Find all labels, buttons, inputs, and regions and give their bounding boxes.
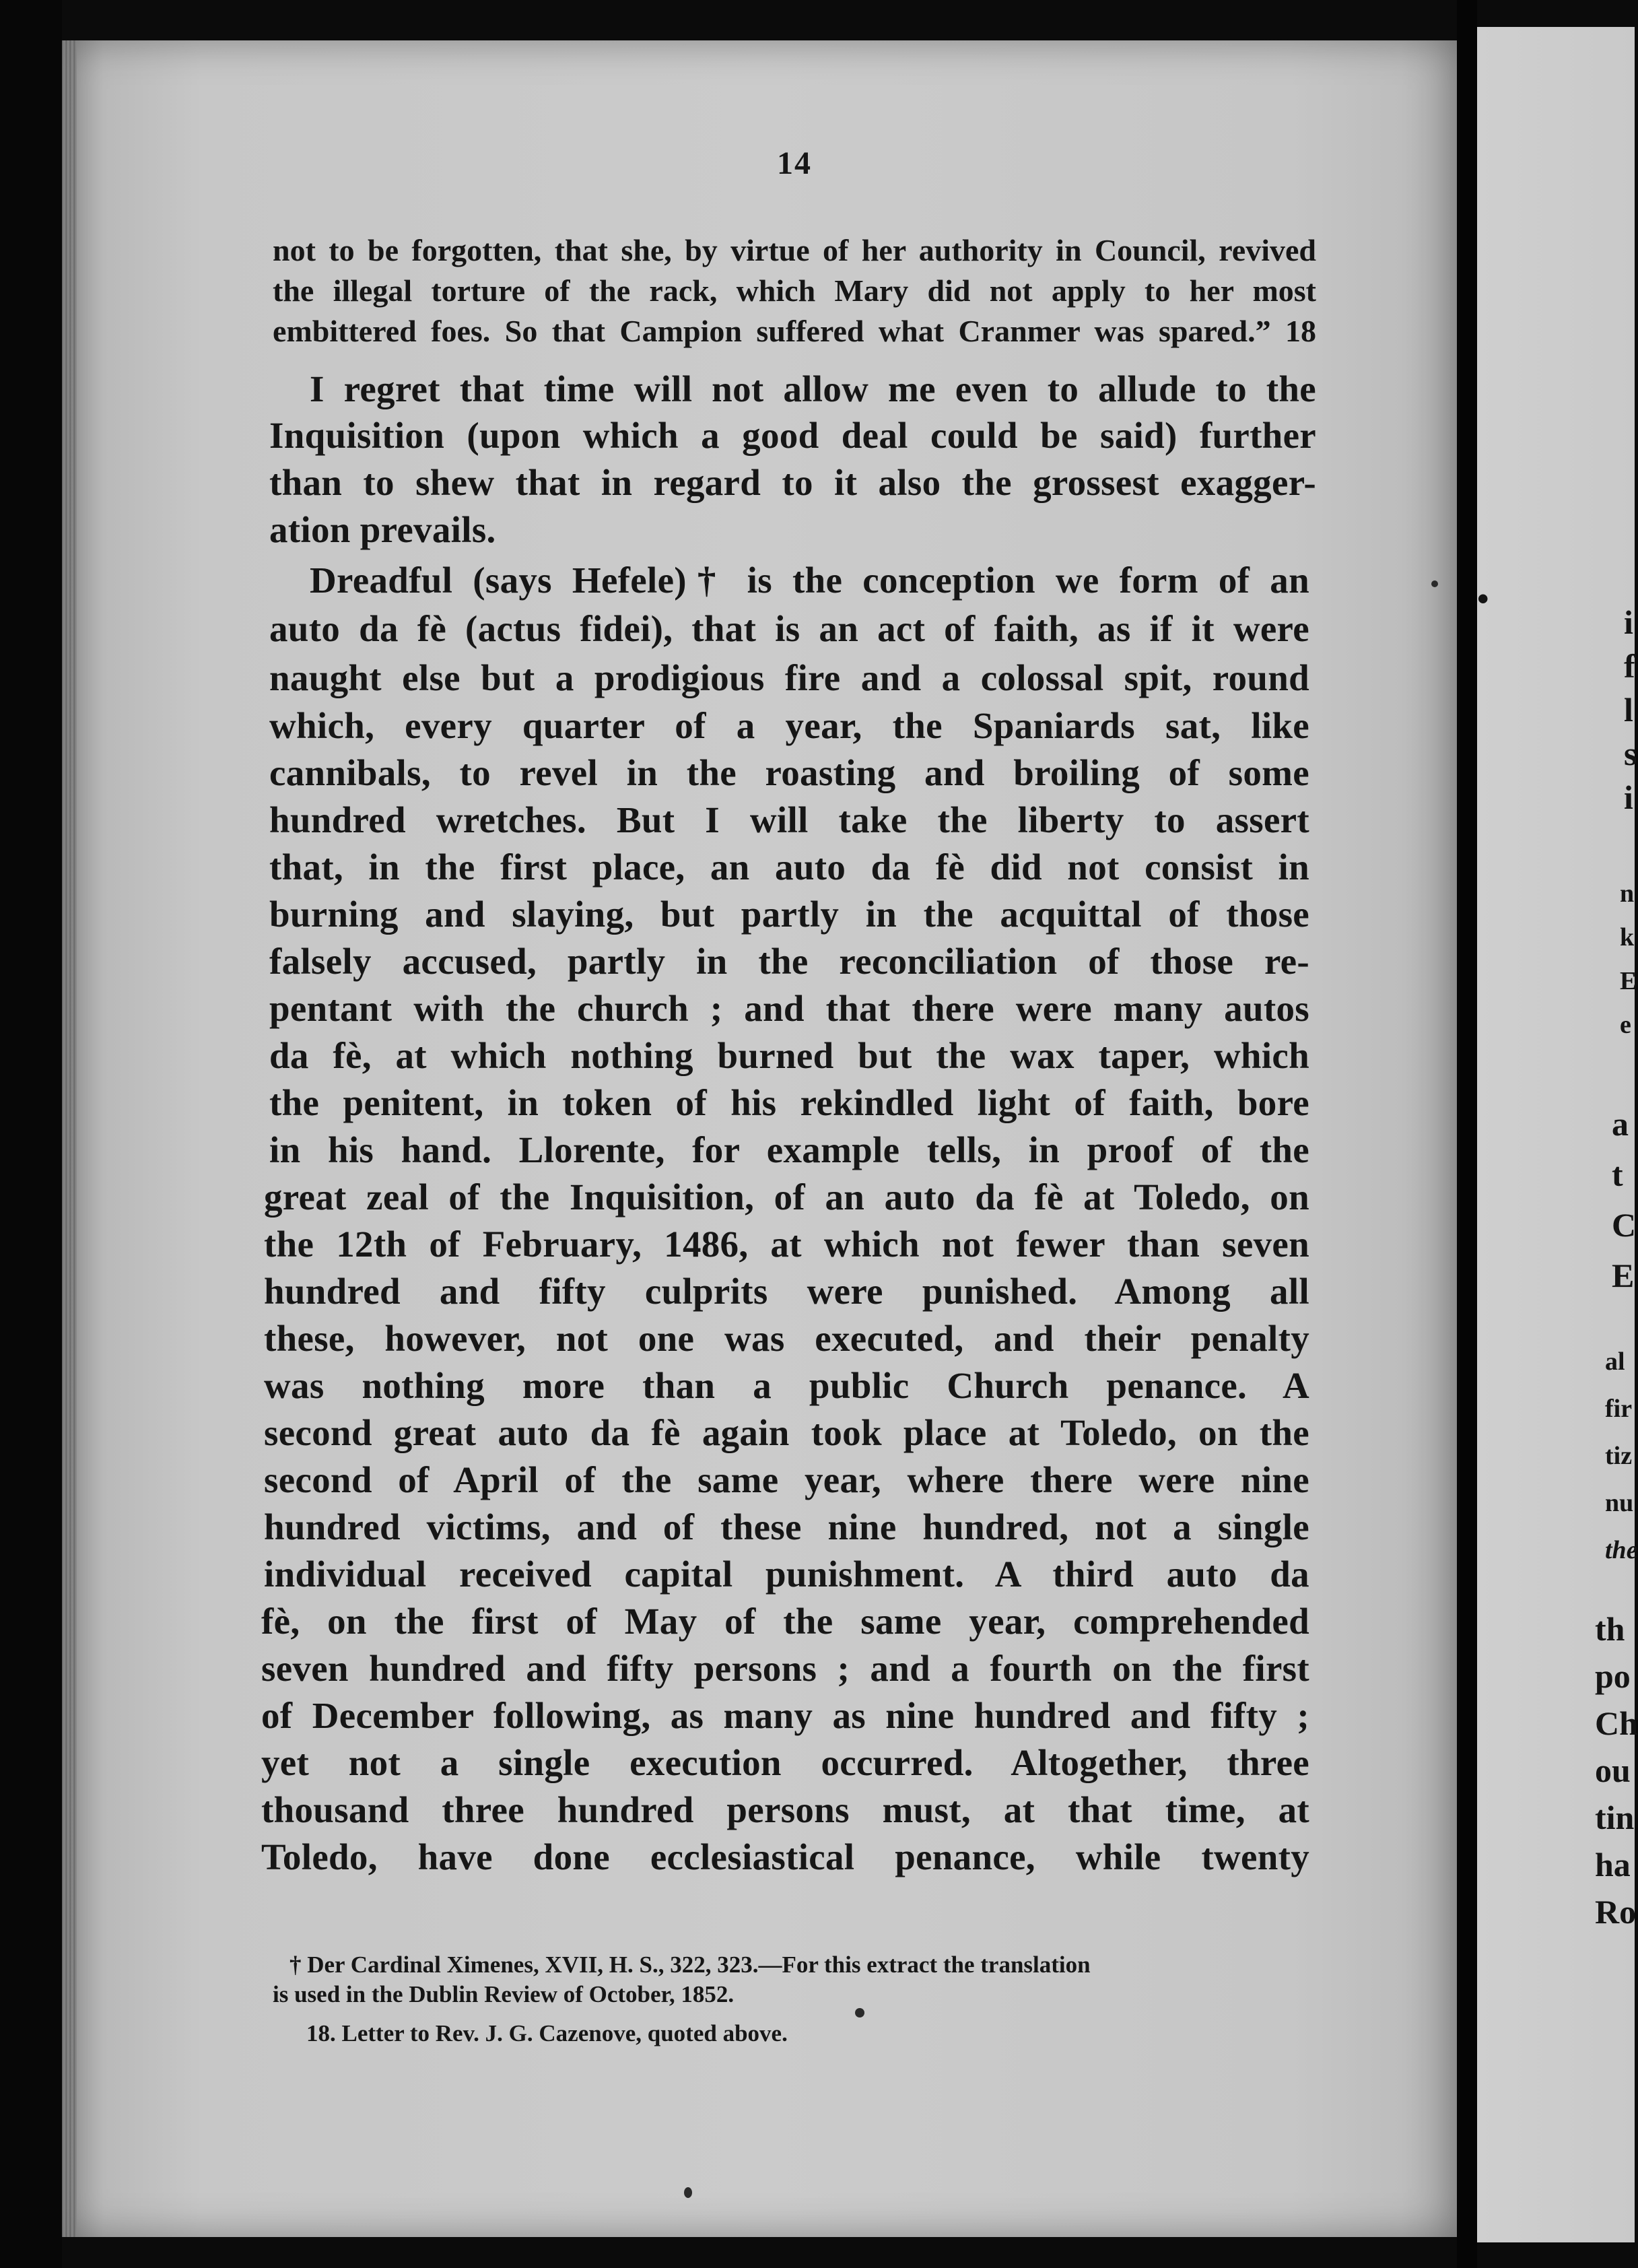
paragraph-line: I regret that time will not allow me even to allude to the	[310, 368, 1316, 409]
paragraph-line: hundred wretches. But I will take the liberty to assert	[269, 799, 1309, 840]
adjacent-page-text: a	[1612, 1105, 1629, 1143]
adjacent-page-text: l	[1624, 691, 1633, 729]
quote-line: not to be forgotten, that she, by virtue of her authority in Council, revived	[273, 233, 1316, 267]
paragraph-line: burning and slaying, but partly in the acquittal of those	[269, 894, 1309, 935]
adjacent-page-text: fir	[1605, 1395, 1633, 1423]
adjacent-page-text: th	[1595, 1610, 1625, 1648]
adjacent-page-text: n	[1620, 879, 1635, 908]
paragraph-line: auto da fè (actus fidei), that is an act of faith, as if it were	[269, 608, 1309, 649]
paragraph-line: falsely accused, partly in the reconciliation of those re-	[269, 941, 1309, 982]
paragraph-line: yet not a single execution occurred. Altogether, three	[261, 1742, 1309, 1783]
adjacent-page-text: ou	[1595, 1752, 1631, 1789]
paragraph-line: that, in the first place, an auto da fè did not consist in	[269, 846, 1309, 888]
adjacent-page-text: i	[1624, 603, 1633, 641]
adjacent-page-text: ha	[1595, 1846, 1631, 1883]
ink-speck	[855, 2008, 864, 2017]
paragraph-line: second of April of the same year, where there were nine	[264, 1459, 1309, 1500]
paragraph-line: fè, on the first of May of the same year, comprehended	[261, 1601, 1309, 1642]
paragraph-line: hundred victims, and of these nine hundred, not a single	[264, 1506, 1309, 1547]
page-edge-shadow	[62, 40, 77, 2237]
paragraph-line: the 12th of February, 1486, at which not fewer than seven	[264, 1224, 1309, 1265]
adjacent-page-text: i	[1624, 778, 1633, 816]
paragraph-line: of December following, as many as nine hundred and fifty ;	[261, 1695, 1309, 1736]
quote-line: the illegal torture of the rack, which Mary did not apply to her most	[273, 273, 1316, 308]
page-number: 14	[777, 145, 812, 181]
ink-speck	[1431, 580, 1438, 587]
footnote: † Der Cardinal Ximenes, XVII, H. S., 322, 323.—For this extract the translation	[289, 1952, 1091, 1978]
binding-gutter	[1457, 0, 1477, 2268]
adjacent-page-text: t	[1612, 1156, 1623, 1193]
paragraph-line: great zeal of the Inquisition, of an auto da fè at Toledo, on	[264, 1176, 1309, 1218]
paragraph-line: pentant with the church ; and that there were many autos	[269, 988, 1309, 1029]
paragraph-line: ation prevails.	[269, 509, 496, 550]
ink-speck	[684, 2187, 692, 2198]
adjacent-page-text: nu	[1605, 1489, 1634, 1517]
film-margin-left	[0, 0, 62, 2268]
adjacent-page-text: f	[1624, 647, 1635, 685]
paragraph-line: cannibals, to revel in the roasting and broiling of some	[269, 752, 1309, 793]
paragraph-line: individual received capital punishment. A third auto da	[264, 1554, 1309, 1595]
adjacent-page-text: po	[1595, 1657, 1631, 1695]
paragraph-line: Toledo, have done ecclesiastical penance, while twenty	[261, 1836, 1309, 1877]
paragraph-line: was nothing more than a public Church penance. A	[264, 1365, 1309, 1406]
adjacent-page-text: k	[1620, 923, 1635, 952]
adjacent-page-text: •	[1477, 580, 1489, 618]
paragraph-line: in his hand. Llorente, for example tells, in proof of the	[269, 1129, 1309, 1170]
footnote: is used in the Dublin Review of October, 1852.	[273, 1981, 735, 2007]
adjacent-page-text: Ch	[1595, 1704, 1638, 1742]
paragraph-line: which, every quarter of a year, the Spaniards sat, like	[269, 705, 1309, 746]
adjacent-page-fragment	[1477, 27, 1638, 2242]
footnote: 18. Letter to Rev. J. G. Cazenove, quoted above.	[306, 2020, 788, 2046]
adjacent-page-text: tin	[1595, 1799, 1635, 1836]
adjacent-page-text: E	[1620, 967, 1637, 995]
paragraph-line: second great auto da fè again took place at Toledo, on the	[264, 1412, 1309, 1453]
adjacent-page-text: Ro	[1595, 1893, 1637, 1931]
adjacent-page-text: s	[1624, 735, 1637, 772]
adjacent-page-text: E	[1612, 1257, 1635, 1294]
adjacent-page-text: al	[1605, 1347, 1625, 1376]
paragraph-line: than to shew that in regard to it also the grossest exagger-	[269, 462, 1316, 503]
paragraph-line: Inquisition (upon which a good deal could be said) further	[269, 415, 1316, 456]
paragraph-line: hundred and fifty culprits were punished. Among all	[264, 1271, 1309, 1312]
paragraph-line: the penitent, in token of his rekindled light of faith, bore	[269, 1082, 1309, 1123]
paragraph-line: Dreadful (says Hefele)† is the conception we form of an	[310, 560, 1309, 601]
adjacent-page-text: the	[1605, 1536, 1638, 1564]
adjacent-page-text: C	[1612, 1206, 1637, 1244]
paragraph-line: naught else but a prodigious fire and a colossal spit, round	[269, 657, 1309, 698]
paragraph-line: thousand three hundred persons must, at that time, at	[261, 1789, 1309, 1830]
adjacent-page-text: e	[1620, 1011, 1631, 1039]
paragraph-line: these, however, not one was executed, and their penalty	[264, 1318, 1309, 1359]
paragraph-line: da fè, at which nothing burned but the wax taper, which	[269, 1035, 1309, 1076]
paragraph-line: seven hundred and fifty persons ; and a fourth on the first	[261, 1648, 1309, 1689]
quote-line: embittered foes. So that Campion suffered what Cranmer was spared.” 18	[273, 314, 1316, 348]
adjacent-page-text: tiz	[1605, 1442, 1633, 1470]
